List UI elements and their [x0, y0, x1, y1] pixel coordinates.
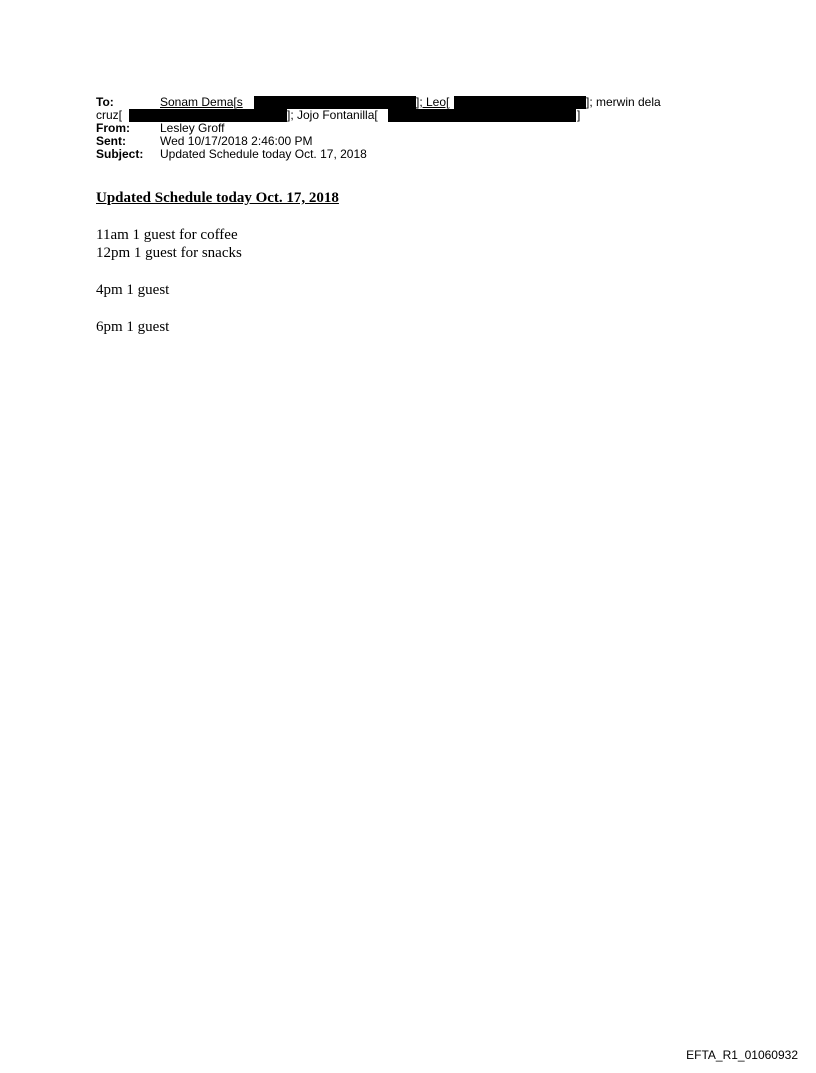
subject-label: Subject: [96, 147, 144, 161]
to-close-bracket: ] [577, 108, 581, 122]
document-id: EFTA_R1_01060932 [686, 1048, 798, 1062]
message-title: Updated Schedule today Oct. 17, 2018 [96, 190, 339, 206]
schedule-line: 12pm 1 guest for snacks [96, 245, 242, 261]
subject-line [0, 148, 816, 161]
to-label: To: [96, 95, 114, 109]
to-line2-start: cruz[ [96, 108, 123, 122]
redaction-block [454, 96, 586, 109]
schedule-line: 4pm 1 guest [96, 282, 170, 298]
to-separator-2: ]; merwin dela [586, 95, 661, 109]
to-separator-3: ]; Jojo Fontanilla[ [287, 108, 378, 122]
from-label: From: [96, 121, 130, 135]
schedule-line: 6pm 1 guest [96, 319, 170, 335]
sent-value: Wed 10/17/2018 2:46:00 PM [160, 134, 313, 148]
to-separator-1: ]; Leo[ [416, 95, 450, 109]
from-value: Lesley Groff [160, 121, 225, 135]
redaction-block [388, 109, 576, 122]
to-recipient-1: Sonam Dema[s [160, 95, 243, 109]
subject-value: Updated Schedule today Oct. 17, 2018 [160, 147, 367, 161]
sent-label: Sent: [96, 134, 126, 148]
to-line-1 [0, 96, 816, 109]
schedule-line: 11am 1 guest for coffee [96, 227, 238, 243]
